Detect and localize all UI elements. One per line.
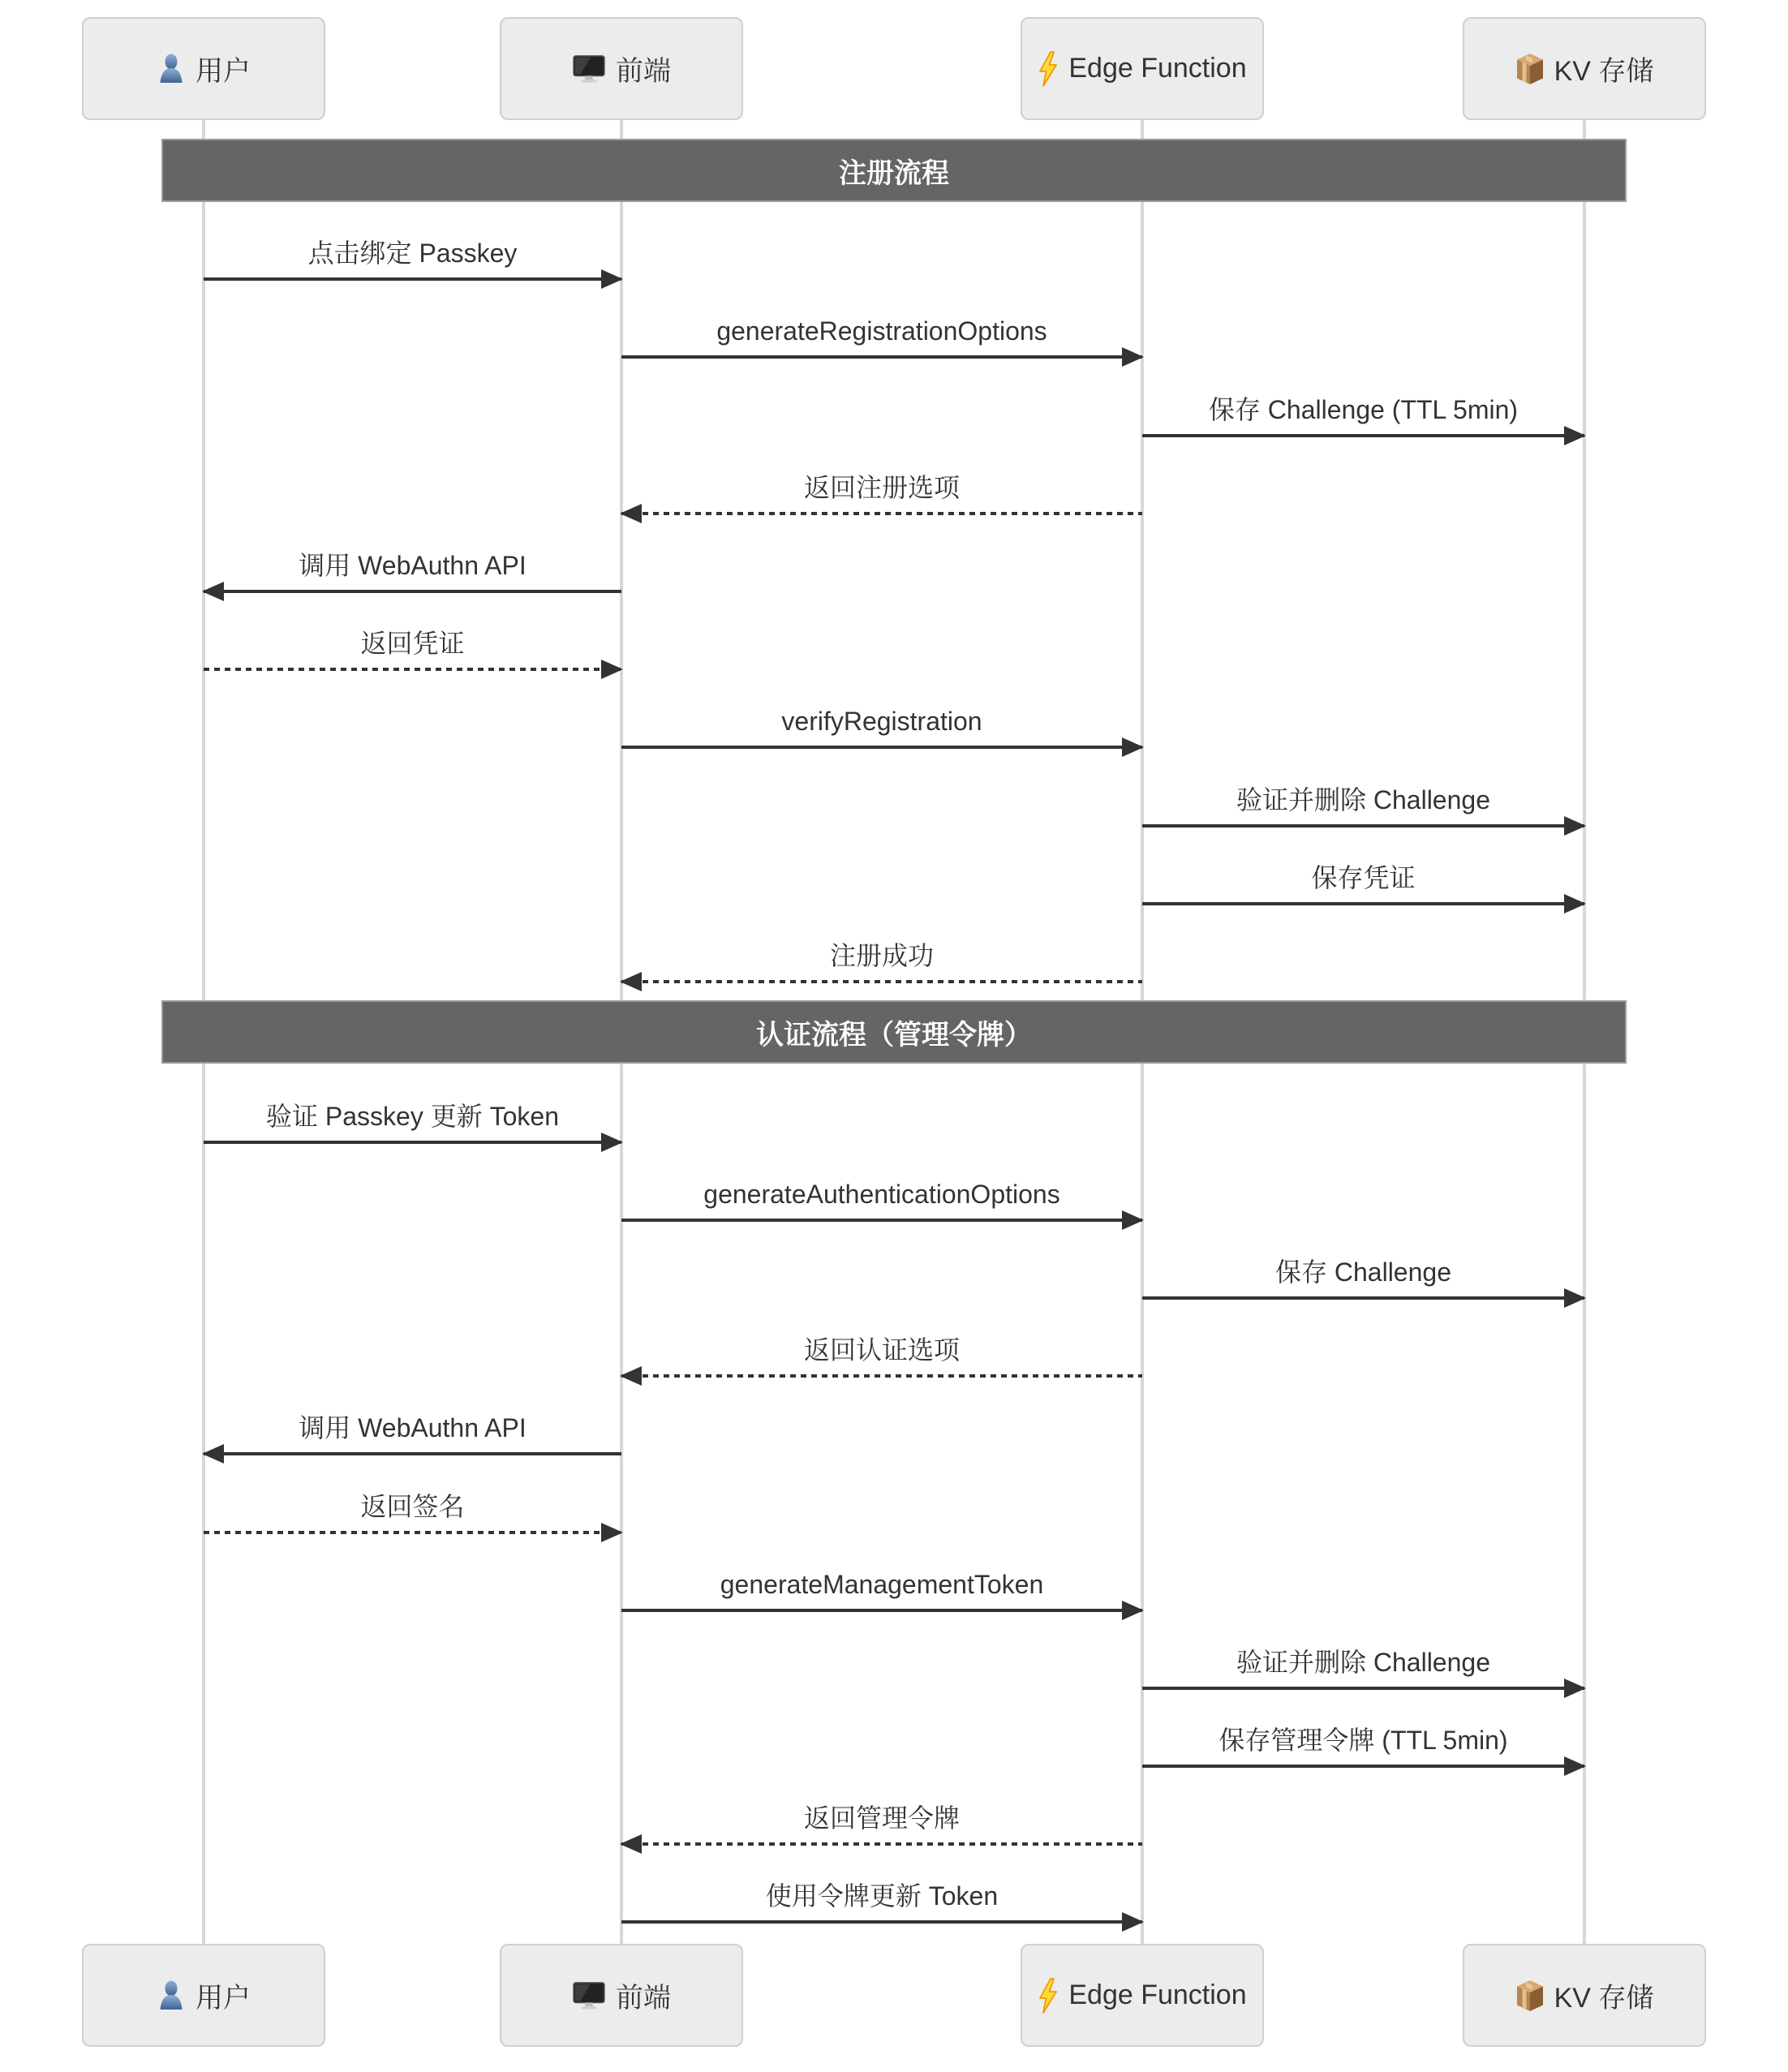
message-row [621,313,1142,359]
arrowhead-icon [620,1834,642,1854]
message-label: 返回凭证 [360,629,465,658]
arrowhead-icon [601,1133,623,1152]
monitor-icon [572,1980,606,2011]
message-arrow [621,1374,1142,1378]
actor-label: KV 存储 [1554,56,1654,87]
message-label: verifyRegistration [781,707,982,736]
arrowhead-icon [1564,1756,1586,1776]
message-row [1142,1644,1584,1690]
message-row [621,1800,1142,1846]
message-arrow [621,746,1142,749]
message-arrow [621,1842,1142,1846]
message-row [1142,860,1584,905]
message-label: 保存 Challenge (TTL 5min) [1208,395,1519,424]
actor-bottom-user [82,1944,325,2047]
arrowhead-icon [620,972,642,991]
arrowhead-icon [1564,894,1586,913]
message-row [204,1410,621,1455]
message-row [621,1878,1142,1924]
message-row [621,1567,1142,1612]
arrowhead-icon [1122,1210,1144,1230]
message-label: 保存管理令牌 (TTL 5min) [1219,1726,1508,1755]
user-icon [157,53,186,85]
message-arrow [621,1219,1142,1222]
actor-bottom-edge-function [1021,1944,1264,2047]
message-arrow [621,512,1142,515]
arrowhead-icon [202,1444,224,1464]
message-label: 保存凭证 [1311,863,1416,892]
message-label: 调用 WebAuthn API [299,1413,527,1442]
message-arrow [1142,1765,1584,1768]
section-band-registration [161,139,1627,202]
message-arrow [621,980,1142,983]
message-row [1142,1254,1584,1300]
message-label: 返回注册选项 [803,473,960,502]
message-label: 点击绑定 Passkey [307,239,518,268]
arrowhead-icon [1564,816,1586,836]
message-label: 注册成功 [829,941,934,970]
actor-top-edge-function [1021,17,1264,120]
message-row [621,703,1142,749]
actor-label: 前端 [616,1983,671,2014]
message-row [204,235,621,281]
message-label: 使用令牌更新 Token [765,1881,999,1911]
lightning-icon [1038,51,1059,87]
message-label: generateManagementToken [720,1570,1044,1599]
message-arrow [1142,902,1584,905]
message-arrow [204,277,621,281]
actor-label: 前端 [616,56,671,87]
section-label: 注册流程 [839,157,949,189]
message-arrow [1142,1687,1584,1690]
message-arrow [621,1609,1142,1612]
lightning-icon [1038,1978,1059,2014]
actor-bottom-frontend [500,1944,743,2047]
arrowhead-icon [1564,1288,1586,1308]
arrowhead-icon [601,1523,623,1542]
actor-label: KV 存储 [1554,1983,1654,2014]
arrowhead-icon [1122,1912,1144,1932]
message-row [621,938,1142,983]
message-row [1142,392,1584,437]
actor-top-kv-storage [1463,17,1706,120]
arrowhead-icon [1122,347,1144,367]
actor-label: Edge Function [1068,1980,1247,2010]
message-arrow [204,1531,621,1534]
section-band-authentication [161,1000,1627,1064]
actor-top-frontend [500,17,743,120]
message-row [204,1489,621,1534]
message-row [621,1332,1142,1378]
message-row [1142,782,1584,828]
message-row [204,625,621,671]
message-label: 返回管理令牌 [803,1803,960,1833]
arrowhead-icon [1564,426,1586,445]
section-label: 认证流程（管理令牌） [756,1019,1032,1051]
actor-label: Edge Function [1068,53,1247,84]
monitor-icon [572,54,606,84]
message-arrow [1142,1296,1584,1300]
message-row [204,548,621,593]
message-label: 返回签名 [360,1492,465,1521]
arrowhead-icon [620,1366,642,1386]
message-arrow [1142,824,1584,828]
message-arrow [1142,434,1584,437]
message-label: 验证 Passkey 更新 Token [265,1102,559,1131]
message-arrow [621,355,1142,359]
message-label: 返回认证选项 [803,1335,960,1365]
actor-label: 用户 [196,56,251,87]
message-arrow [204,1141,621,1144]
message-arrow [204,590,621,593]
actor-bottom-kv-storage [1463,1944,1706,2047]
message-label: 验证并删除 Challenge [1236,785,1490,815]
arrowhead-icon [1564,1679,1586,1698]
arrowhead-icon [601,269,623,289]
arrowhead-icon [1122,1601,1144,1620]
message-row [204,1098,621,1144]
message-row [621,470,1142,515]
package-icon [1515,53,1545,85]
message-label: generateRegistrationOptions [716,316,1047,346]
message-arrow [621,1920,1142,1924]
actor-label: 用户 [196,1983,251,2014]
message-label: 调用 WebAuthn API [299,551,527,580]
arrowhead-icon [202,582,224,601]
message-label: 保存 Challenge [1274,1257,1451,1287]
package-icon [1515,1980,1545,2012]
message-arrow [204,668,621,671]
user-icon [157,1980,186,2012]
message-label: 验证并删除 Challenge [1236,1648,1490,1677]
arrowhead-icon [620,504,642,523]
actor-top-user [82,17,325,120]
message-row [1142,1722,1584,1768]
message-arrow [204,1452,621,1455]
arrowhead-icon [1122,737,1144,757]
message-row [621,1176,1142,1222]
message-label: generateAuthenticationOptions [703,1180,1060,1209]
arrowhead-icon [601,660,623,679]
